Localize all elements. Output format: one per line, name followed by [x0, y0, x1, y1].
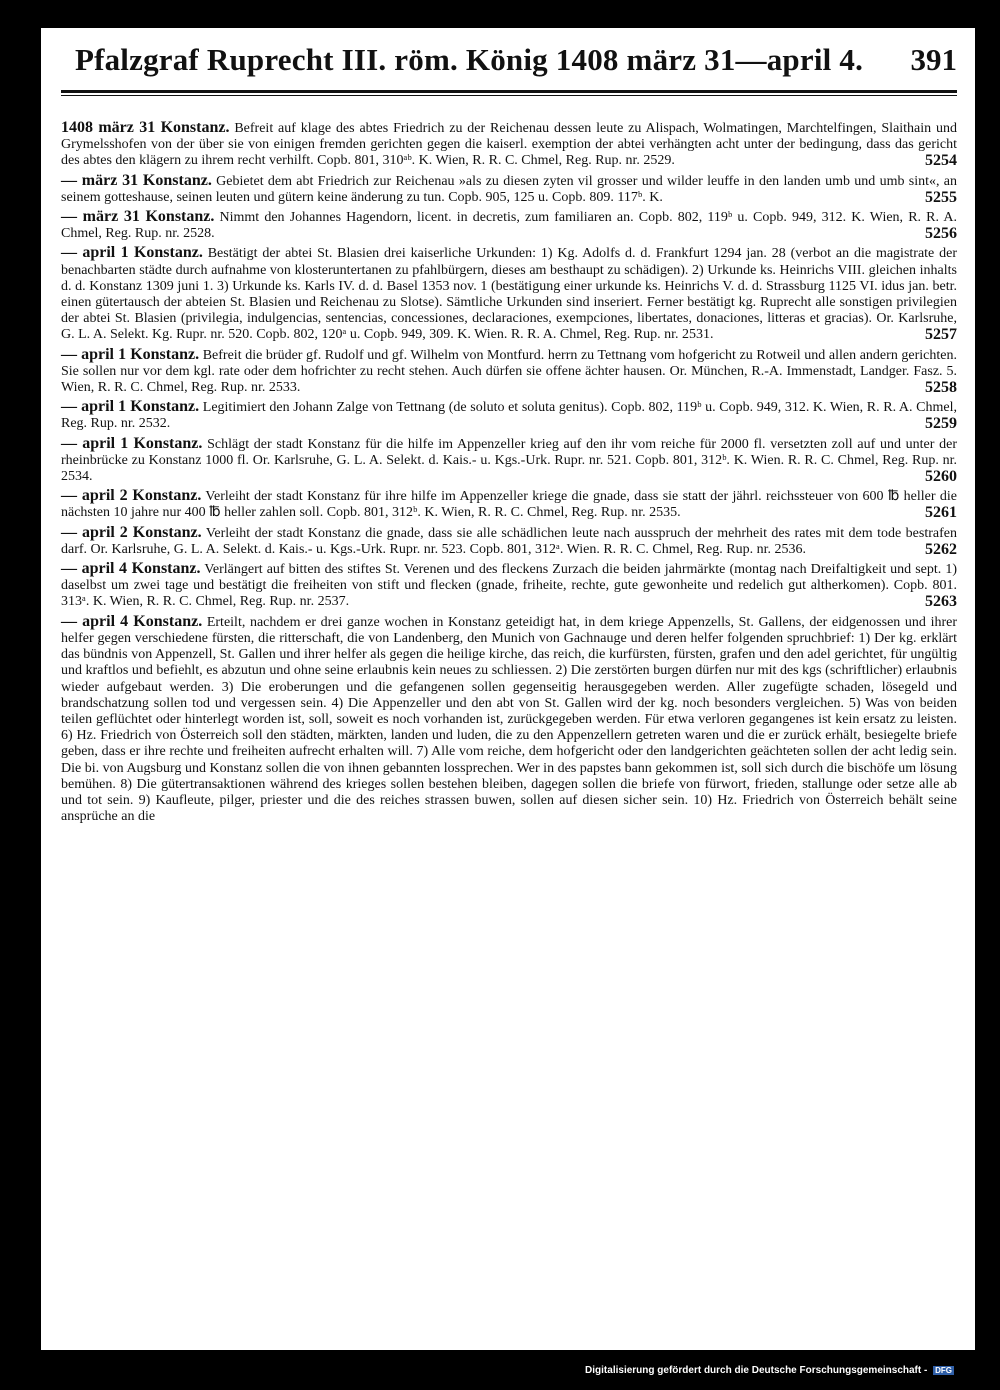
entry-5254 — [61, 120, 957, 170]
footer-credit-text: Digitalisierung gefördert durch die Deutsche Forschungsgemeinschaft - — [585, 1365, 928, 1376]
entry-5261 — [61, 488, 957, 521]
entry-5263 — [61, 561, 957, 611]
entry-text: Nimmt den Johannes Hagendorn, licent. in decretis, zum familiaren an. Copb. 802, 119ᵇ u. Copb. 949, 312. K. Wien, R. R. A. Chmel, Reg. Rup. nr. 2528. — [61, 210, 958, 242]
entry-date: — april 1 Konstanz. — [61, 345, 200, 363]
entry-date: — april 4 Konstanz. — [61, 612, 203, 630]
entry-text: Schlägt der stadt Konstanz für die hilfe im Appenzeller krieg auf den ihr vom reiche für 2000 fl. versetzten zoll auf und unter der rheinbrücke zu Konstanz 1000 fl. Or. Karlsruhe, G. L. A. Selekt. d. Kais.- u. Kgs.-Urk. Rupr. nr. 521. Copb. 801, 312ᵇ. K. Wien. R. R. C. Chmel, Reg. Rup. nr. 2534. — [61, 436, 957, 485]
entry-date: — april 2 Konstanz. — [61, 523, 202, 541]
entry-date: — april 1 Konstanz. — [61, 434, 203, 452]
entry-text: Befreit die brüder gf. Rudolf und gf. Wilhelm von Montfurd. herrn zu Tettnang vom hofgericht zu Rotweil und allen andern gerichten. Sie sollen nur vor dem kgl. rate oder dem hofrichter zu recht stehen. Auch dürfen sie offene ächter hausen. Or. München, R.-A. Immenstadt, Landger. Fasz. 5. Wien, R. R. C. Chmel, Reg. Rup. nr. 2533. — [61, 347, 958, 396]
entry-date: — april 1 Konstanz. — [61, 244, 203, 262]
header-rule-thick — [61, 90, 957, 93]
entry-number: 5258 — [925, 379, 957, 397]
entry-date: — märz 31 Konstanz. — [61, 171, 212, 189]
entry-number: 5254 — [925, 152, 957, 170]
entry-date: 1408 märz 31 Konstanz. — [61, 119, 230, 136]
entry-text: Verleiht der stadt Konstanz für ihre hilfe im Appenzeller kriege die gnade, dass sie statt der jährl. reichssteuer von 600 ℔ heller die nächsten 10 jahre nur 400 ℔ heller zahlen soll. Copb. 801, 312ᵇ. K. Wien, R. R. C. Chmel, Reg. Rup. nr. 2535. — [61, 489, 957, 521]
entry-number: 5256 — [925, 225, 957, 243]
entry-number: 5263 — [925, 593, 957, 611]
entry-5257 — [61, 245, 957, 343]
entry-text: Gebietet dem abt Friedrich zur Reichenau »als zu diesen zyten vil grosser und wilder leuffe in den landen umb und umb sint«, an seinem gotteshause, seinen leuten und gütern keine änderung zu tun. Copb. 905, 125 u. Copb. 809. 117ᵇ. K. — [61, 173, 958, 205]
header-rule-thin — [61, 95, 957, 96]
running-title: Pfalzgraf Ruprecht III. röm. König 1408 märz 31—april 4. — [74, 42, 864, 77]
entry-number: 5257 — [925, 326, 957, 344]
entry-text: Verleiht der stadt Konstanz die gnade, dass sie alle schädlichen leute nach ausspruch der mehrheit des rates mit dem tode bestrafen darf. Or. Karlsruhe, G. L. A. Selekt. d. Kais.- u. Kgs.-Urk. Rupr. nr. 523. Copb. 801, 312ᵃ. Wien. R. R. C. Chmel, Reg. Rup. nr. 2536. — [61, 525, 957, 557]
entries-list — [61, 120, 957, 828]
entry-text: Verlängert auf bitten des stiftes St. Verenen und des fleckens Zurzach die beiden jahrmärkte (montag nach Dreifaltigkeit und sept. 1) daselbst um zwei tage und bestätigt die freiheiten von stift und flecken (gnade, friheite, rechte, gute gewonheite und redelich gut altherkomen). Copb. 801. 313ᵃ. K. Wien, R. R. C. Chmel, Reg. Rup. nr. 2537. — [61, 562, 957, 610]
entry-5259 — [61, 399, 957, 432]
entry-date: — april 2 Konstanz. — [61, 487, 202, 505]
entry-number: 5261 — [925, 504, 957, 522]
dfg-logo-icon: DFG — [935, 1365, 952, 1375]
page-header — [61, 42, 957, 86]
entry-text: Befreit auf klage des abtes Friedrich zu der Reichenau dessen leute zu Alispach, Wolmatingen, Marchtelfingen, Slaithain und Grymelsshofen von der über sie von einigen fremden gerichten gegen die kaiserl. exemption der abtei verhängten acht unter der bedingung, dass das gericht des abtes den klägern zu ihrem recht verhilft. Copb. 801, 310ᵃᵇ. K. Wien, R. R. C. Chmel, Reg. Rup. nr. 2529. — [61, 121, 958, 169]
footer-credit — [585, 1365, 954, 1376]
entry-5258 — [61, 347, 957, 397]
entry-5256 — [61, 209, 957, 242]
entry-number: 5260 — [925, 468, 957, 486]
entry-text: Erteilt, nachdem er drei ganze wochen in Konstanz geteidigt hat, in dem kriege Appenzells, St. Gallens, der eidgenossen und ihrer helfer gegen verschiedene fürsten, die ritterschaft, die von Landenberg, den Munich von Gachnauge und deren helfer folgenden spruchbrief: 1) Der kg. erklärt das bündnis von Appenzell, St. Gallen und ihrer helfer als gegen die heilige kirche, das reich, die kurfürsten, fürsten, grafen und den adel gerichtet, für ungültig und kraftlos und befiehlt, es abzutun und ohne seine erlaubnis kein neues zu schliessen. 2) Die zerstörten burgen dürfen nur mit des kgs (schriftlicher) erlaubnis wieder aufgebaut werden. 3) Die eroberungen und die gefangenen sollen gegenseitig herausgegeben werden. Aller zugefügte schaden, lösegeld und brandschatzung sollen tod und vergessen sein. 4) Die Appenzeller und den abt von St. Gallen wird der kg. noch besonders vergleichen. 5) Was von beiden teilen geflüchtet oder hinterlegt worden ist, soll, soweit es noch vorhanden ist, zurückgegeben werden. Für etwa verloren gegangenes ist kein ersatz zu leisten. 6) Hz. Friedrich von Österreich soll den städten, märkten, landen und luden, die zu den Appenzellern getreten waren und die er zurück erhält, besiegelte briefe geben, dass er ihre rechte und freiheiten aufrecht erhalten will. 7) Alle vom reiche, dem hofgericht oder den landgerichten geächteten sollen der acht ledig sein. Die bi. von Augsburg und Konstanz sollen die von ihnen gebannten lossprechen. Wer in des papstes bann gekommen ist, soll sich durch die bischöfe um lösung bemühen. 8) Die gütertransaktionen während des krieges sollen bestehen bleiben, dagegen sollen die briefe von fürwort, frieden, stallunge oder setze alle ab und tot sein. 9) Kaufleute, pilger, priester und die des reiches strassen buwen, sollen auf diesen sicher sein. 10) Hz. Friedrich von Österreich behält seine ansprüche an die — [61, 614, 957, 825]
page-number: 391 — [910, 42, 957, 77]
entry-number: 5262 — [925, 540, 957, 558]
entry-5260 — [61, 436, 957, 486]
entry-number: 5255 — [925, 188, 957, 206]
entry-5255 — [61, 173, 957, 206]
entry-date: — april 4 Konstanz. — [61, 560, 201, 578]
entry-5262 — [61, 525, 957, 558]
entry-text: Bestätigt der abtei St. Blasien drei kaiserliche Urkunden: 1) Kg. Adolfs d. d. Frankfurt 1294 jan. 28 (verbot an die magistrate der benachbarten städte durch aufnahme von klosteruntertanen zu pfahlbürgern, dieses am besthaupt zu schädigen). 2) Urkunde ks. Heinrichs VIII. gleichen inhalts d. d. Konstanz 1309 juni 1. 3) Urkunde ks. Karls IV. d. d. Basel 1353 nov. 1 (bestätigung einer urkunde ks. Heinrichs V. d. d. Strassburg 1125 VI. idus jan. betr. einen gütertausch der abteien St. Blasien und Reichenau zu Slotse). Sämtliche Urkunden sind inseriert. Ferner bestätigt kg. Ruprecht alle sonstigen privilegien der abtei St. Blasien (privilegia, indulgencias, sentencias, concessiones, declaraciones, exempciones, libertates, donaciones, litteras et gracias). Or. Karlsruhe, G. L. A. Selekt. Kg. Rupr. nr. 520. Copb. 802, 120ᵃ u. Copb. 949, 309. K. Wien. R. R. A. Chmel, Reg. Rup. nr. 2531. — [61, 246, 957, 343]
entry-text: Legitimiert den Johann Zalge von Tettnang (de soluto et soluta genitus). Copb. 802, 119ᵇ u. Copb. 949, 312. K. Wien, R. R. A. Chmel, Reg. Rup. nr. 2532. — [61, 400, 957, 432]
entry-date: — märz 31 Konstanz. — [61, 208, 215, 226]
document-page — [41, 28, 975, 1350]
entry-number: 5259 — [925, 415, 957, 433]
entry-continued — [61, 614, 957, 826]
entry-date: — april 1 Konstanz. — [61, 398, 200, 416]
